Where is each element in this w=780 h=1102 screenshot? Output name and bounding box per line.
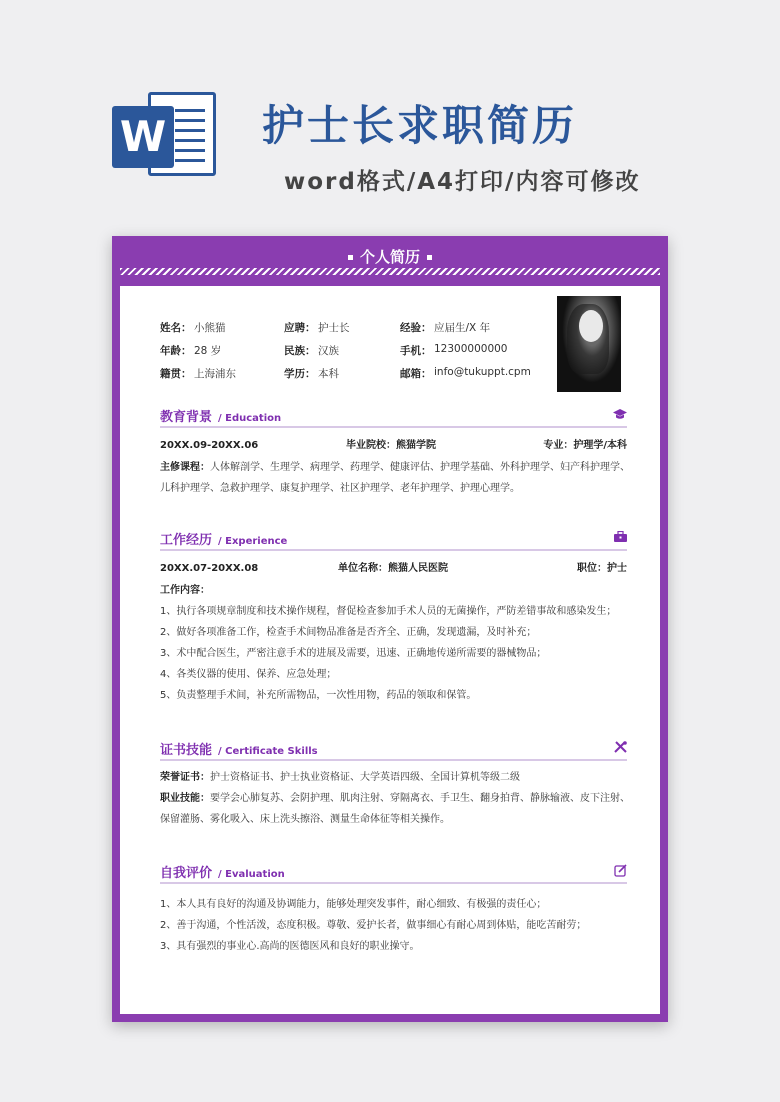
experience-position: 职位：护士 <box>577 563 627 574</box>
experience-section <box>160 529 627 706</box>
info-label: 学历： <box>284 368 316 380</box>
section-subtitle: / Evaluation <box>218 869 285 880</box>
work-content-heading: 工作内容： <box>160 585 210 596</box>
list-item: 1、执行各项规章制度和技术操作规程，督促检查参加手术人员的无菌操作，严防差错事故和感染发生； <box>160 606 617 617</box>
courses-text: 儿科护理学、急救护理学、康复护理学、社区护理学、老年护理学、护理心理学。 <box>160 483 520 494</box>
skill-text: 要学会心肺复苏、会阴护理、肌肉注射、穿隔离衣、手卫生、翻身拍背、静脉输液、皮下注射、 <box>210 793 630 804</box>
profile-photo <box>557 296 621 392</box>
info-row <box>160 343 560 366</box>
experience-period: 20XX.07-20XX.08 <box>160 563 259 574</box>
resume-paper <box>120 286 660 1014</box>
info-label: 应聘： <box>284 322 316 334</box>
info-label: 经验： <box>400 322 432 334</box>
section-title: 自我评价 <box>160 866 213 881</box>
section-subtitle: / Education <box>218 413 282 424</box>
section-title: 工作经历 <box>160 533 213 548</box>
basic-info <box>160 320 560 389</box>
list-item: 3、术中配合医生，严密注意手术的进展及需要，迅速、正确地传递所需要的器械物品； <box>160 648 547 659</box>
experience-company: 单位名称：熊猫人民医院 <box>338 563 448 574</box>
resume-heading: 个人简历 <box>359 248 420 266</box>
section-subtitle: / Certificate Skills <box>218 746 318 757</box>
stripe-divider <box>120 268 660 275</box>
courses-text: 人体解剖学、生理学、病理学、药理学、健康评估、护理学基础、外科护理学、妇产科护理学、 <box>210 462 630 473</box>
edit-icon <box>613 864 627 878</box>
education-major: 专业：护理学/本科 <box>543 440 627 451</box>
info-value: 上海浦东 <box>194 368 236 380</box>
experience-row <box>160 557 627 580</box>
info-value: 12300000000 <box>434 343 508 355</box>
courses-label: 主修课程： <box>160 462 210 473</box>
certificates-section <box>160 739 630 830</box>
skill-line <box>160 809 627 830</box>
section-header <box>160 739 627 761</box>
list-item: 4、各类仪器的使用、保养、应急处理； <box>160 669 337 680</box>
list-item: 2、善于沟通，个性活泼，态度积极。尊敬、爱护长者，做事细心有耐心周到体贴，能吃苦耐劳； <box>160 920 587 931</box>
info-row <box>160 320 560 343</box>
info-value: 护士长 <box>318 322 350 334</box>
info-row <box>160 366 560 389</box>
list-item: 1、本人具有良好的沟通及协调能力，能够处理突发事件，耐心细致、有极强的责任心； <box>160 899 547 910</box>
section-subtitle: / Experience <box>218 536 288 547</box>
info-label: 民族： <box>284 345 316 357</box>
courses-line <box>160 457 630 478</box>
education-school: 毕业院校：熊猫学院 <box>346 440 436 451</box>
skill-text: 保留灌肠、雾化吸入、床上洗头擦浴、测量生命体征等相关操作。 <box>160 814 450 825</box>
evaluation-section <box>160 862 627 957</box>
briefcase-icon <box>613 531 627 545</box>
info-label: 手机： <box>400 345 432 357</box>
info-label: 籍贯： <box>160 368 192 380</box>
honor-text: 护士资格证书、护士执业资格证、大学英语四级、全国计算机等级二级 <box>210 772 520 783</box>
skill-label: 职业技能： <box>160 793 210 804</box>
section-header <box>160 529 627 551</box>
info-value: 应届生/X 年 <box>434 322 491 334</box>
resume-frame <box>112 236 668 1022</box>
list-item: 3、具有强烈的事业心.高尚的医德医风和良好的职业操守。 <box>160 941 420 952</box>
section-header <box>160 862 627 884</box>
list-item: 2、做好各项准备工作，检查手术间物品准备是否齐全、正确，发现遗漏，及时补充； <box>160 627 537 638</box>
work-content-label <box>160 580 627 601</box>
page-title: 护士长求职简历 <box>262 101 578 150</box>
word-badge: W <box>112 106 174 168</box>
skill-line <box>160 788 630 809</box>
info-label: 年龄： <box>160 345 192 357</box>
page-subtitle: word格式/A4打印/内容可修改 <box>284 169 641 195</box>
graduation-cap-icon <box>613 408 627 422</box>
square-bullet-icon <box>427 255 432 260</box>
education-row <box>160 434 627 457</box>
info-value: 28 岁 <box>194 345 222 357</box>
info-value: 汉族 <box>318 345 339 357</box>
info-value: 小熊猫 <box>194 322 226 334</box>
info-value: 本科 <box>318 368 339 380</box>
tools-icon <box>613 741 627 755</box>
list-item: 5、负责整理手术间，补充所需物品，一次性用物，药品的领取和保管。 <box>160 690 477 701</box>
honor-line <box>160 767 627 788</box>
courses-line <box>160 478 627 499</box>
honor-label: 荣誉证书： <box>160 772 210 783</box>
word-logo-icon <box>112 84 222 184</box>
section-title: 证书技能 <box>160 743 213 758</box>
square-bullet-icon <box>348 255 353 260</box>
section-title: 教育背景 <box>160 410 213 425</box>
section-header <box>160 406 627 428</box>
education-period: 20XX.09-20XX.06 <box>160 440 259 451</box>
info-label: 姓名： <box>160 322 192 334</box>
info-value: info@tukuppt.cpm <box>434 366 531 378</box>
info-label: 邮箱： <box>400 368 432 380</box>
education-section <box>160 406 630 499</box>
